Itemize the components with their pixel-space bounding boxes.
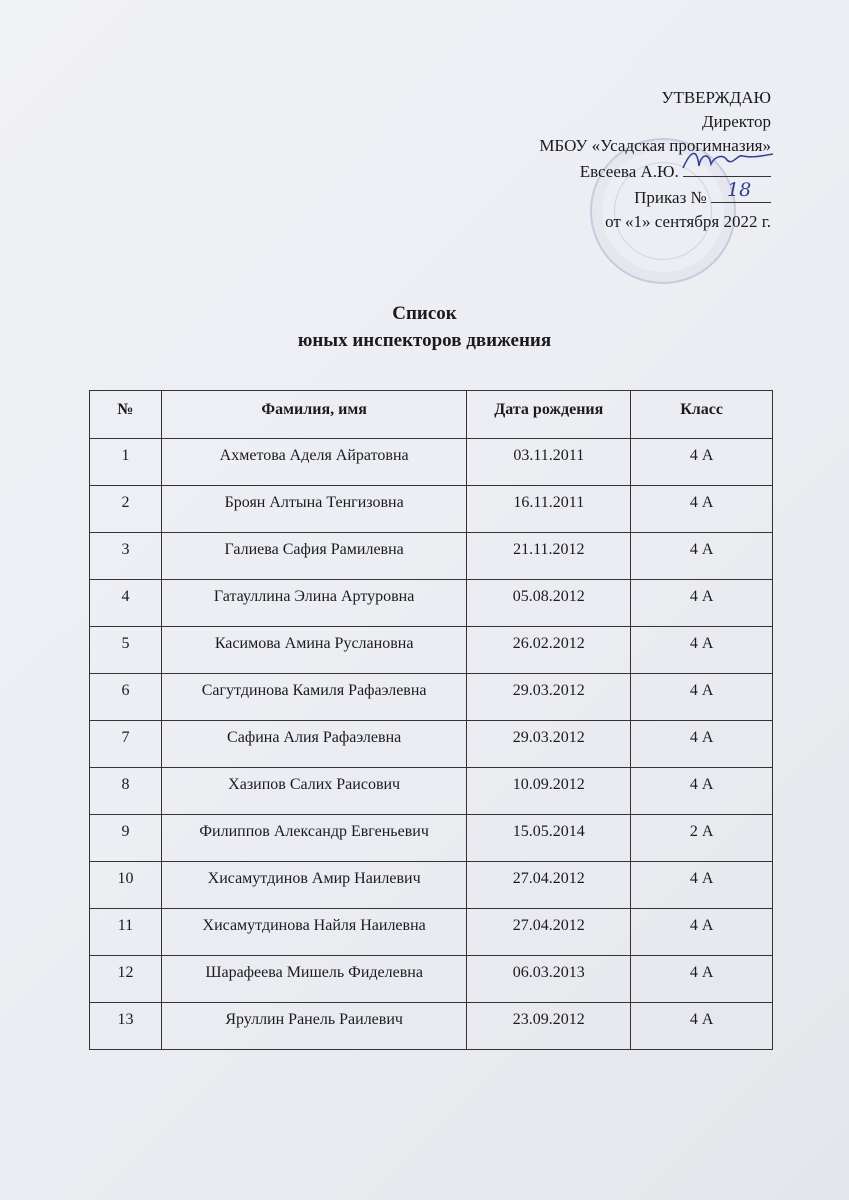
birth-date: 26.02.2012 (467, 627, 631, 674)
order-number-field (711, 179, 771, 203)
row-number: 6 (90, 674, 162, 721)
row-number: 10 (90, 862, 162, 909)
birth-date: 03.11.2011 (467, 439, 631, 486)
table-row (90, 533, 773, 580)
student-name: Хисамутдинова Найля Наилевна (161, 909, 467, 956)
director-position: Директор (702, 112, 771, 131)
table-row (90, 627, 773, 674)
table-row (90, 486, 773, 533)
table-row (90, 1003, 773, 1050)
birth-date: 29.03.2012 (467, 674, 631, 721)
student-name: Филиппов Александр Евгеньевич (161, 815, 467, 862)
birth-date: 29.03.2012 (467, 721, 631, 768)
student-name: Броян Алтына Тенгизовна (161, 486, 467, 533)
signature-mark (677, 144, 777, 174)
table-body (90, 439, 773, 1050)
table-row (90, 862, 773, 909)
approve-heading: УТВЕРЖДАЮ (661, 88, 771, 107)
row-number: 13 (90, 1003, 162, 1050)
row-number: 8 (90, 768, 162, 815)
birth-date: 06.03.2013 (467, 956, 631, 1003)
class-value: 4 А (631, 580, 773, 627)
title-line-2: юных инспекторов движения (297, 330, 552, 351)
birth-date: 05.08.2012 (467, 580, 631, 627)
order-label: Приказ № (634, 188, 707, 207)
birth-date: 27.04.2012 (467, 909, 631, 956)
birth-date: 21.11.2012 (467, 533, 631, 580)
row-number: 4 (90, 580, 162, 627)
class-value: 4 А (631, 627, 773, 674)
order-date: от «1» сентября 2022 г. (605, 212, 771, 231)
class-value: 4 А (631, 674, 773, 721)
student-name: Хисамутдинов Амир Наилевич (161, 862, 467, 909)
document-title (0, 300, 849, 354)
row-number: 1 (90, 439, 162, 486)
organization-name: МБОУ «Усадская прогимназия» (539, 136, 771, 155)
director-name: Евсеева А.Ю. (579, 162, 679, 181)
header-class: Класс (631, 391, 773, 439)
class-value: 4 А (631, 956, 773, 1003)
header-number: № (90, 391, 162, 439)
table-header-row (90, 391, 773, 439)
row-number: 12 (90, 956, 162, 1003)
row-number: 5 (90, 627, 162, 674)
class-value: 4 А (631, 1003, 773, 1050)
approval-block (539, 86, 771, 234)
student-name: Яруллин Ранель Раилевич (161, 1003, 467, 1050)
order-line (539, 179, 771, 210)
title-line-1: Список (392, 303, 457, 324)
table-row (90, 674, 773, 721)
table-row (90, 909, 773, 956)
student-name: Галиева Сафия Рамилевна (161, 533, 467, 580)
table-row (90, 439, 773, 486)
roster-table (89, 390, 773, 1050)
student-name: Сафина Алия Рафаэлевна (161, 721, 467, 768)
table-row (90, 956, 773, 1003)
birth-date: 10.09.2012 (467, 768, 631, 815)
row-number: 3 (90, 533, 162, 580)
row-number: 7 (90, 721, 162, 768)
header-birth-date: Дата рождения (467, 391, 631, 439)
student-name: Сагутдинова Камиля Рафаэлевна (161, 674, 467, 721)
header-name: Фамилия, имя (161, 391, 467, 439)
class-value: 4 А (631, 439, 773, 486)
row-number: 2 (90, 486, 162, 533)
birth-date: 27.04.2012 (467, 862, 631, 909)
signature-field (683, 158, 771, 177)
table-row (90, 721, 773, 768)
student-name: Ахметова Аделя Айратовна (161, 439, 467, 486)
student-name: Гатауллина Элина Артуровна (161, 580, 467, 627)
table-row (90, 815, 773, 862)
order-number-handwritten: 18 (727, 179, 752, 201)
class-value: 4 А (631, 768, 773, 815)
class-value: 4 А (631, 721, 773, 768)
student-name: Хазипов Салих Раисович (161, 768, 467, 815)
row-number: 9 (90, 815, 162, 862)
student-name: Шарафеева Мишель Фиделевна (161, 956, 467, 1003)
class-value: 4 А (631, 486, 773, 533)
class-value: 2 А (631, 815, 773, 862)
class-value: 4 А (631, 533, 773, 580)
birth-date: 16.11.2011 (467, 486, 631, 533)
birth-date: 15.05.2014 (467, 815, 631, 862)
table-row (90, 580, 773, 627)
class-value: 4 А (631, 862, 773, 909)
table-row (90, 768, 773, 815)
class-value: 4 А (631, 909, 773, 956)
row-number: 11 (90, 909, 162, 956)
birth-date: 23.09.2012 (467, 1003, 631, 1050)
student-name: Касимова Амина Руслановна (161, 627, 467, 674)
